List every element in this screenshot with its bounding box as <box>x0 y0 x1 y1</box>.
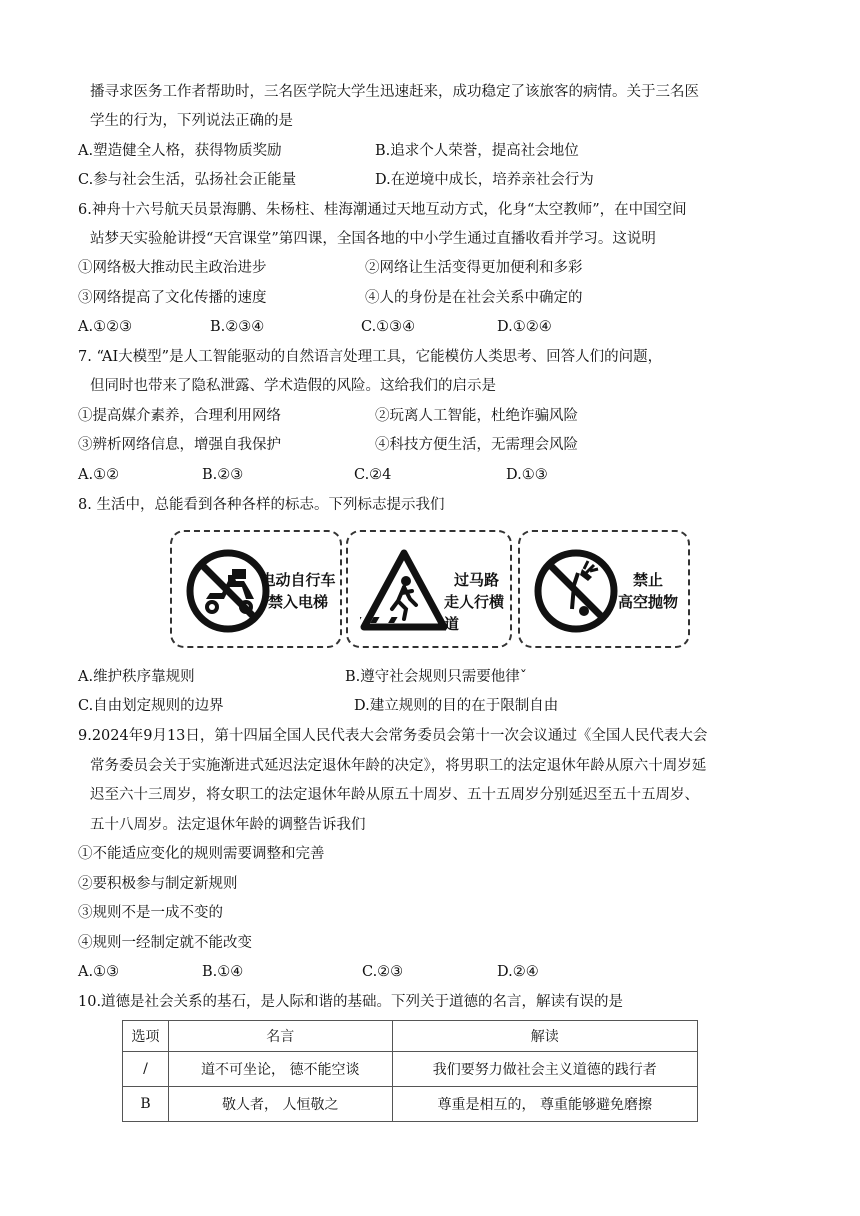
q6-statement-2: ②网络让生活变得更加便利和多彩 <box>365 260 583 276</box>
q9-option-a[interactable]: A.①③ <box>78 964 120 980</box>
q5-option-d[interactable]: D.在逆境中成长，培养亲社会行为 <box>375 172 594 188</box>
sign1-label-line-1: 电动自行车 <box>260 571 336 589</box>
safety-signs-figure <box>170 530 690 650</box>
sign-no-ebike-in-elevator <box>170 530 342 648</box>
q7-option-b[interactable]: B.②③ <box>202 467 244 483</box>
sign3-label-line-2: 高空抛物 <box>617 593 678 611</box>
table-row <box>123 1052 698 1087</box>
q8-option-a[interactable]: A.维护秩序靠规则 <box>78 669 195 685</box>
q8-option-b[interactable]: B.遵守社会规则只需要他律ˇ <box>345 669 528 685</box>
table-cell-option[interactable]: / <box>123 1052 169 1087</box>
q6-statement-3: ③网络提高了文化传播的速度 <box>78 290 267 306</box>
sign-use-crosswalk <box>346 530 512 648</box>
q5-stem-line-1: 播寻求医务工作者帮助时，三名医学院大学生迅速赶来，成功稳定了该旅客的病情。关于三名医 <box>90 84 699 100</box>
q6-option-d[interactable]: D.①②④ <box>497 319 552 335</box>
q7-statement-2: ②玩离人工智能，杜绝诈骗风险 <box>375 408 578 424</box>
q5-option-a[interactable]: A.塑造健全人格，获得物质奖励 <box>78 143 282 159</box>
q9-statement-3: ③规则不是一成不变的 <box>78 905 223 921</box>
q7-statement-1: ①提高媒介素养，合理利用网络 <box>78 408 281 424</box>
sign1-label <box>258 569 338 613</box>
q10-table <box>122 1020 698 1122</box>
sign2-label <box>444 569 512 635</box>
sign2-label-line-2: 走人行横道 <box>444 593 505 633</box>
q9-statement-4: ④规则一经制定就不能改变 <box>78 935 252 951</box>
sign2-label-line-1: 过马路 <box>454 571 500 589</box>
table-header-interpretation: 解读 <box>392 1021 697 1052</box>
crosswalk-warning-icon <box>360 547 448 635</box>
q5-stem-line-2: 学生的行为，下列说法正确的是 <box>90 113 293 129</box>
table-row <box>123 1087 698 1122</box>
sign3-label <box>612 569 684 613</box>
q9-stem-line-3: 迟至六十三周岁，将女职工的法定退休年龄从原五十周岁、五十五周岁分别延迟至五十五周岁、 <box>90 787 699 803</box>
table-cell-option[interactable]: B <box>123 1087 169 1122</box>
q7-option-c[interactable]: C.②4 <box>354 467 392 483</box>
sign-no-throwing-from-height <box>518 530 690 648</box>
q6-option-a[interactable]: A.①②③ <box>78 319 133 335</box>
no-throwing-icon <box>532 547 620 635</box>
q7-stem-line-1: 7. “AI大模型”是人工智能驱动的自然语言处理工具，它能模仿人类思考、回答人们的问题， <box>78 349 663 365</box>
q9-option-d[interactable]: D.②④ <box>497 964 539 980</box>
table-header-quote: 名言 <box>168 1021 392 1052</box>
q7-stem-line-2: 但同时也带来了隐私泄露、学术造假的风险。这给我们的启示是 <box>90 378 496 394</box>
q7-statement-4: ④科技方便生活，无需理会风险 <box>375 437 578 453</box>
q9-stem-line-4: 五十八周岁。法定退休年龄的调整告诉我们 <box>90 817 366 833</box>
q5-option-b[interactable]: B.追求个人荣誉，提高社会地位 <box>375 143 579 159</box>
q6-stem-line-1: 6.神舟十六号航天员景海鹏、朱杨柱、桂海潮通过天地互动方式，化身“太空教师”，在中国空间 <box>78 202 687 218</box>
q9-statement-2: ②要积极参与制定新规则 <box>78 876 238 892</box>
q6-option-c[interactable]: C.①③④ <box>361 319 416 335</box>
q9-stem-line-1: 9.2024年9月13日，第十四届全国人民代表大会常务委员会第十一次会议通过《全国人民代表大会 <box>78 728 708 744</box>
q8-option-d[interactable]: D.建立规则的目的在于限制自由 <box>354 698 559 714</box>
table-cell-interpretation: 尊重是相互的， 尊重能够避免磨擦 <box>392 1087 697 1122</box>
q6-option-b[interactable]: B.②③④ <box>210 319 265 335</box>
q7-statement-3: ③辨析网络信息，增强自我保护 <box>78 437 281 453</box>
q9-option-b[interactable]: B.①④ <box>202 964 244 980</box>
q7-option-d[interactable]: D.①③ <box>506 467 548 483</box>
q9-statement-1: ①不能适应变化的规则需要调整和完善 <box>78 846 325 862</box>
table-header-row <box>123 1021 698 1052</box>
q8-option-c[interactable]: C.自由划定规则的边界 <box>78 698 224 714</box>
q7-option-a[interactable]: A.①② <box>78 467 120 483</box>
q9-stem-line-2: 常务委员会关于实施渐进式延迟法定退休年龄的决定》，将男职工的法定退休年龄从原六十周岁延 <box>90 758 707 774</box>
q10-stem: 10.道德是社会关系的基石，是人际和谐的基础。下列关于道德的名言，解读有误的是 <box>78 994 624 1010</box>
q6-statement-1: ①网络极大推动民主政治进步 <box>78 260 267 276</box>
q5-option-c[interactable]: C.参与社会生活，弘扬社会正能量 <box>78 172 297 188</box>
q9-option-c[interactable]: C.②③ <box>362 964 404 980</box>
table-cell-quote: 道不可坐论， 德不能空谈 <box>168 1052 392 1087</box>
q6-statement-4: ④人的身份是在社会关系中确定的 <box>365 290 583 306</box>
q6-stem-line-2: 站梦天实验舱讲授“天宫课堂”第四课，全国各地的中小学生通过直播收看并学习。这说明 <box>90 231 656 247</box>
sign1-label-line-2: 禁入电梯 <box>267 593 328 611</box>
q8-stem: 8. 生活中，总能看到各种各样的标志。下列标志提示我们 <box>78 497 445 513</box>
table-header-option: 选项 <box>123 1021 169 1052</box>
table-cell-quote: 敬人者， 人恒敬之 <box>168 1087 392 1122</box>
sign3-label-line-1: 禁止 <box>632 571 663 589</box>
table-cell-interpretation: 我们要努力做社会主义道德的践行者 <box>392 1052 697 1087</box>
